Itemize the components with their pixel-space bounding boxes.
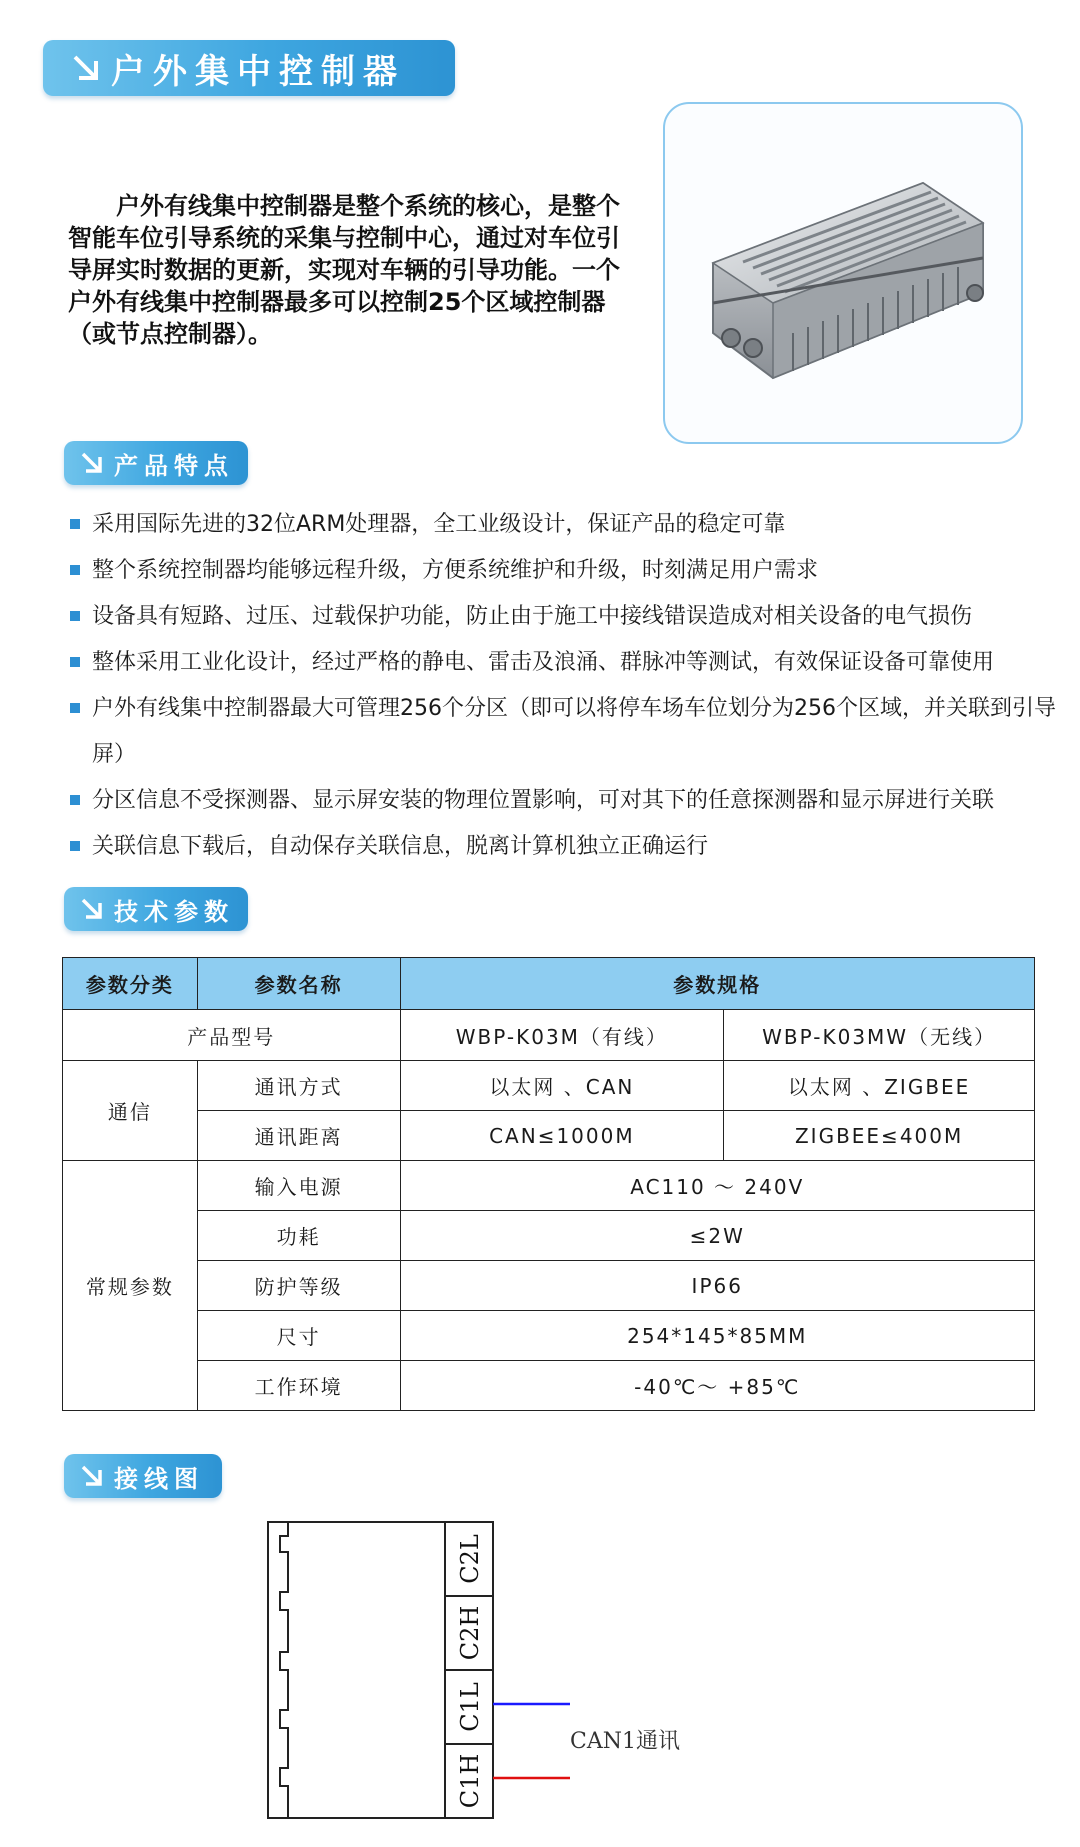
intro-paragraph: 户外有线集中控制器是整个系统的核心，是整个智能车位引导系统的采集与控制中心，通过对车位引导屏实时数据的更新，实现对车辆的引导功能。一个户外有线集中控制器最多可以控制25个区域控制器（或节点控制器）。 — [68, 192, 620, 348]
table-row — [63, 1311, 1035, 1361]
terminal-c2l: C2L — [456, 1534, 484, 1584]
param-name: 通讯距离 — [197, 1111, 400, 1161]
category-general: 常规参数 — [63, 1161, 198, 1411]
list-item: 整个系统控制器均能够远程升级，方便系统维护和升级，时刻满足用户需求 — [68, 548, 1058, 594]
spec-table — [62, 957, 1035, 1411]
terminal-c1h: C1H — [456, 1753, 484, 1809]
wiring-title: 接线图 — [114, 1464, 204, 1493]
terminal-c1l: C1L — [456, 1682, 484, 1732]
list-item: 关联信息下载后，自动保存关联信息，脱离计算机独立正确运行 — [68, 824, 1058, 870]
param-wireless: 以太网 、ZIGBEE — [724, 1061, 1035, 1111]
list-item: 户外有线集中控制器最大可管理256个分区（即可以将停车场车位划分为256个区域，并关联到引导屏） — [68, 686, 1058, 778]
page-title-tag — [43, 40, 455, 96]
list-item: 采用国际先进的32位ARM处理器，全工业级设计，保证产品的稳定可靠 — [68, 502, 1058, 548]
features-title: 产品特点 — [114, 451, 234, 480]
param-value: IP66 — [400, 1261, 1034, 1311]
list-item: 整体采用工业化设计，经过严格的静电、雷击及浪涌、群脉冲等测试，有效保证设备可靠使用 — [68, 640, 1058, 686]
param-wired: 以太网 、CAN — [400, 1061, 724, 1111]
param-name: 防护等级 — [197, 1261, 400, 1311]
param-value: ≤2W — [400, 1211, 1034, 1261]
controller-enclosure-image — [683, 143, 1003, 403]
model-label: 产品型号 — [63, 1010, 401, 1061]
can1-label: CAN1通讯 — [570, 1729, 680, 1754]
param-wired: CAN≤1000M — [400, 1111, 724, 1161]
tech-title: 技术参数 — [114, 897, 234, 926]
wiring-section-tag — [64, 1454, 222, 1498]
header-name: 参数名称 — [197, 958, 400, 1010]
arrow-down-right-icon — [80, 897, 104, 921]
param-name: 功耗 — [197, 1211, 400, 1261]
intro-text-block — [68, 190, 628, 350]
param-value: -40℃～ +85℃ — [400, 1361, 1034, 1411]
model-wired: WBP-K03M（有线） — [400, 1010, 724, 1061]
table-row — [63, 1361, 1035, 1411]
param-name: 工作环境 — [197, 1361, 400, 1411]
arrow-down-right-icon — [80, 451, 104, 475]
param-wireless: ZIGBEE≤400M — [724, 1111, 1035, 1161]
wiring-diagram — [258, 1510, 738, 1830]
page-title: 户外集中控制器 — [111, 51, 405, 92]
product-photo-frame — [663, 102, 1023, 444]
param-name: 尺寸 — [197, 1311, 400, 1361]
features-section-tag — [64, 441, 248, 485]
category-comm: 通信 — [63, 1061, 198, 1161]
table-row — [63, 1061, 1035, 1111]
connector-body — [268, 1522, 288, 1818]
terminal-c2h: C2H — [456, 1605, 484, 1661]
header-category: 参数分类 — [63, 958, 198, 1010]
table-row — [63, 1111, 1035, 1161]
table-row — [63, 1211, 1035, 1261]
list-item: 分区信息不受探测器、显示屏安装的物理位置影响，可对其下的任意探测器和显示屏进行关联 — [68, 778, 1058, 824]
list-item: 设备具有短路、过压、过载保护功能，防止由于施工中接线错误造成对相关设备的电气损伤 — [68, 594, 1058, 640]
connector-housing — [268, 1522, 445, 1818]
param-value: 254*145*85MM — [400, 1311, 1034, 1361]
table-row — [63, 1010, 1035, 1061]
param-name: 通讯方式 — [197, 1061, 400, 1111]
table-row — [63, 1161, 1035, 1211]
arrow-down-right-icon — [80, 1464, 104, 1488]
table-header-row — [63, 958, 1035, 1010]
arrow-down-right-icon — [71, 53, 101, 83]
table-row — [63, 1261, 1035, 1311]
param-value: AC110 ～ 240V — [400, 1161, 1034, 1211]
model-wireless: WBP-K03MW（无线） — [724, 1010, 1035, 1061]
param-name: 输入电源 — [197, 1161, 400, 1211]
tech-section-tag — [64, 887, 248, 931]
header-spec: 参数规格 — [400, 958, 1034, 1010]
features-list — [68, 502, 1058, 870]
